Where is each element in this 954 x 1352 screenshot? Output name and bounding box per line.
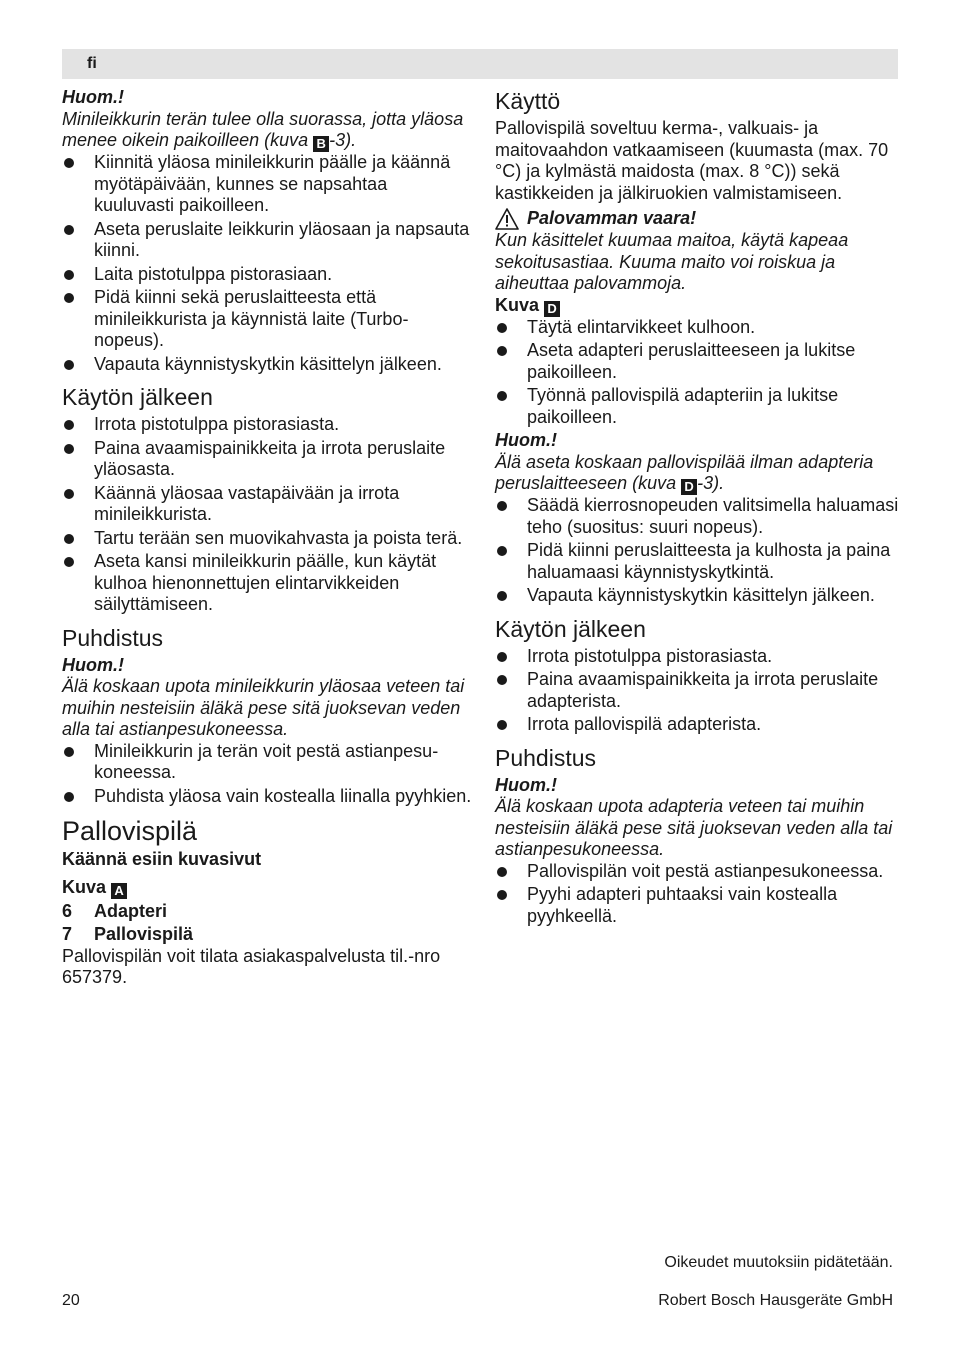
- list-item: Pyyhi adapteri puhtaaksi vain kostealla pyyhkeellä.: [495, 884, 900, 927]
- bullet-list: [62, 152, 472, 375]
- list-item: Paina avaamispainikkeita ja irrota peruslaite yläosasta.: [62, 438, 472, 481]
- note-text: Älä koskaan upota minileikkurin yläosaa veteen tai muihin nesteisiin äläkä pese sitä juoksevan veden alla tai astianpesukoneessa.: [62, 676, 465, 739]
- rights-notice: Oikeudet muutoksiin pidätetään.: [664, 1254, 893, 1271]
- language-code: fi: [87, 55, 97, 72]
- list-item: Aseta peruslaite leikkurin yläosaan ja napsauta kiinni.: [62, 219, 472, 262]
- company-name: Robert Bosch Hausgeräte GmbH: [658, 1292, 893, 1309]
- list-item: Laita pistotulppa pistorasiaan.: [62, 264, 472, 286]
- warning-row: [495, 208, 900, 230]
- figure-badge: A: [111, 883, 127, 899]
- bullet-list: [495, 317, 900, 429]
- right-column: [495, 87, 900, 929]
- list-item: Vapauta käynnistyskytkin käsittelyn jälkeen.: [495, 585, 900, 607]
- bullet-list: [495, 495, 900, 607]
- bullet-dot-icon: [497, 675, 507, 685]
- bullet-dot-icon: [497, 391, 507, 401]
- order-text: Pallovispilän voit tilata asiakaspalvelusta til.-nro 657379.: [62, 945, 441, 987]
- bullet-dot-icon: [64, 557, 74, 567]
- list-item: Käännä yläosaa vastapäivään ja irrota minileikkurista.: [62, 483, 472, 526]
- bullet-list: [62, 414, 472, 616]
- language-bar: [62, 49, 898, 79]
- bullet-dot-icon: [497, 652, 507, 662]
- section-heading-cleaning: Puhdistus: [62, 624, 164, 651]
- bullet-dot-icon: [64, 270, 74, 280]
- bullet-dot-icon: [497, 591, 507, 601]
- bullet-dot-icon: [497, 501, 507, 511]
- bullet-dot-icon: [64, 293, 74, 303]
- list-item: Aseta adapteri peruslaitteeseen ja lukitse paikoilleen.: [495, 340, 900, 383]
- part-row: 6 Adapteri: [62, 900, 168, 921]
- list-item: Työnnä pallovispilä adapteriin ja lukitse paikoilleen.: [495, 385, 900, 428]
- list-item: Aseta kansi minileikkurin päälle, kun käytät kulhoa hienonnettujen elintarvikkeiden säilyttämiseen.: [62, 551, 472, 616]
- note-label: Huom.!: [62, 87, 124, 107]
- bullet-dot-icon: [64, 420, 74, 430]
- bullet-dot-icon: [64, 792, 74, 802]
- list-item: Täytä elintarvikkeet kulhoon.: [495, 317, 900, 339]
- warning-triangle-icon: [495, 208, 519, 230]
- bullet-list: [62, 741, 472, 808]
- bullet-list: [495, 646, 900, 736]
- list-item: Pallovispilän voit pestä astianpesukoneessa.: [495, 861, 900, 883]
- note-text: Älä koskaan upota adapteria veteen tai muihin nesteisiin äläkä pese sitä juoksevan veden alla tai astianpesukoneessa.: [495, 796, 893, 859]
- warning-label: Palovamman vaara!: [527, 208, 697, 229]
- list-item: Tartu terään sen muovikahvasta ja poista terä.: [62, 528, 472, 550]
- section-heading-cleaning: Puhdistus: [495, 744, 597, 771]
- note-label: Huom.!: [495, 430, 557, 450]
- figure-reference: Kuva D: [495, 295, 900, 317]
- bullet-dot-icon: [64, 534, 74, 544]
- bullet-dot-icon: [64, 444, 74, 454]
- section-heading-after-use: Käytön jälkeen: [62, 384, 213, 410]
- use-description: Pallovispilä soveltuu kerma-, valkuais- ja maitovaahdon vatkaamiseen (kuumasta (max. 70 °C) ja kylmästä maidosta (max. 8 °C)) sekä kastikkeiden ja jälkiruokien valmistamiseen.: [495, 118, 889, 203]
- list-item: Minileikkurin ja terän voit pestä astianpesukoneessa.: [62, 741, 472, 784]
- warning-text: Kun käsittelet kuumaa maitoa, käytä kapeaa sekoitusastiaa. Kuuma maito voi roiskua ja aiheuttaa palovammoja.: [495, 230, 849, 293]
- list-item: Irrota pistotulppa pistorasiasta.: [62, 414, 472, 436]
- list-item: Säädä kierrosnopeuden valitsimella haluamasi teho (suositus: suuri nopeus).: [495, 495, 900, 538]
- section-heading-after-use: Käytön jälkeen: [495, 615, 646, 642]
- list-item: Irrota pallovispilä adapterista.: [495, 714, 900, 736]
- bullet-dot-icon: [497, 720, 507, 730]
- bullet-dot-icon: [64, 158, 74, 168]
- list-item: Irrota pistotulppa pistorasiasta.: [495, 646, 900, 668]
- note-label: Huom.!: [62, 654, 124, 675]
- figure-badge: B: [313, 136, 329, 152]
- list-item: Pidä kiinni peruslaitteesta ja kulhosta ja paina haluamaasi käynnistyskytkintä.: [495, 540, 900, 583]
- list-item: Pidä kiinni sekä peruslaitteesta että minileikkurista ja käynnistä laite (Turbo-nopeus).: [62, 287, 472, 352]
- bullet-dot-icon: [497, 546, 507, 556]
- list-item: Kiinnitä yläosa minileikkurin päälle ja käännä myötäpäivään, kunnes se napsahtaa kuuluvasti paikoilleen.: [62, 152, 472, 217]
- figure-badge: D: [544, 301, 560, 317]
- parts-list: [62, 901, 472, 946]
- list-item: Puhdista yläosa vain kostealla liinalla pyyhkien.: [62, 786, 472, 808]
- note-text: Älä aseta koskaan pallovispilää ilman adapteria peruslaitteeseen (kuva D -3).: [495, 451, 874, 494]
- bullet-dot-icon: [497, 867, 507, 877]
- list-item: Vapauta käynnistyskytkin käsittelyn jälkeen.: [62, 354, 472, 376]
- bullet-dot-icon: [497, 890, 507, 900]
- section-heading-use: Käyttö: [495, 88, 561, 114]
- bullet-list: [495, 861, 900, 928]
- list-item: Paina avaamispainikkeita ja irrota peruslaite adapterista.: [495, 669, 900, 712]
- bullet-dot-icon: [64, 489, 74, 499]
- note-text: Minileikkurin terän tulee olla suorassa, jotta yläosa menee oikein paikoilleen (kuva B -3).: [62, 108, 464, 151]
- chapter-heading: Pallovispilä: [62, 816, 198, 846]
- bullet-dot-icon: [64, 747, 74, 757]
- turn-pages-text: Käännä esiin kuvasivut: [62, 849, 262, 869]
- part-row: 7 Pallovispilä: [62, 924, 194, 944]
- bullet-dot-icon: [497, 346, 507, 356]
- bullet-dot-icon: [497, 323, 507, 333]
- bullet-dot-icon: [64, 360, 74, 370]
- page-number: 20: [62, 1292, 80, 1309]
- note-label: Huom.!: [495, 774, 557, 795]
- figure-badge: D: [681, 479, 697, 495]
- left-column: [62, 87, 472, 989]
- figure-reference: Kuva A: [62, 877, 472, 899]
- bullet-dot-icon: [64, 225, 74, 235]
